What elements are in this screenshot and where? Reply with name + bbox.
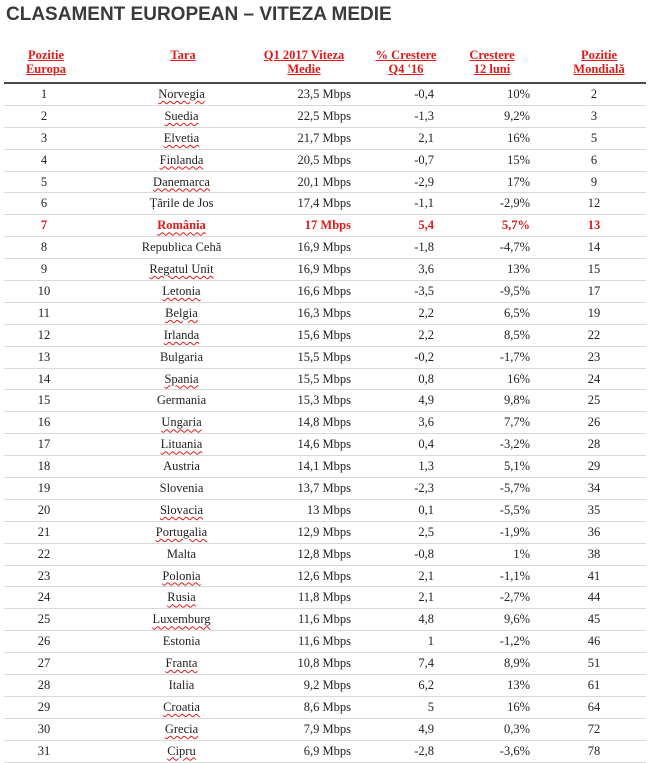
- q4-growth-cell: 3,6: [418, 262, 434, 277]
- country-cell: [84, 697, 279, 718]
- rank-cell: 4: [40, 152, 48, 167]
- growth-12m-cell: -2,9%: [499, 196, 530, 211]
- rank-cell: 24: [37, 590, 51, 605]
- growth-12m-cell: -1,7%: [499, 349, 530, 364]
- rank-cell: 30: [37, 721, 51, 736]
- country-cell: [84, 84, 279, 105]
- country-name: Finlanda: [159, 152, 204, 167]
- world-rank-cell: 5: [590, 130, 598, 145]
- speed-cell: 13,7 Mbps: [297, 481, 351, 496]
- rank-cell: 22: [37, 546, 51, 561]
- speed-cell: 17,4 Mbps: [297, 196, 351, 211]
- country-cell: [84, 325, 279, 346]
- speed-cell: 15,3 Mbps: [297, 393, 351, 408]
- table-row: [4, 478, 646, 500]
- country-cell: [84, 347, 279, 368]
- country-name: Estonia: [162, 634, 201, 649]
- world-rank-cell: 51: [587, 656, 601, 671]
- rank-cell: 5: [40, 174, 48, 189]
- table-row-highlighted: [4, 215, 646, 237]
- country-cell: [84, 587, 279, 608]
- country-name: Țările de Jos: [149, 196, 214, 211]
- rank-cell: 16: [37, 415, 51, 430]
- header-q4-line1: % Crestere: [375, 48, 437, 62]
- q4-growth-cell: 1: [427, 634, 434, 649]
- world-rank-cell: 34: [587, 481, 601, 496]
- table-header: [4, 48, 646, 82]
- country-name: Bulgaria: [159, 349, 204, 364]
- rank-cell: 31: [37, 743, 51, 758]
- growth-12m-cell: 6,5%: [503, 305, 530, 320]
- growth-12m-cell: -9,5%: [499, 284, 530, 299]
- country-cell: [84, 456, 279, 477]
- country-cell: [84, 215, 279, 236]
- q4-growth-cell: 5,4: [418, 218, 434, 233]
- table-row: [4, 631, 646, 653]
- rank-cell: 27: [37, 656, 51, 671]
- country-name: Rusia: [167, 590, 196, 605]
- speed-cell: 16,6 Mbps: [297, 284, 351, 299]
- growth-12m-cell: 17%: [507, 174, 530, 189]
- growth-12m-cell: 15%: [507, 152, 530, 167]
- table-row: [4, 500, 646, 522]
- speed-cell: 23,5 Mbps: [297, 87, 351, 101]
- country-cell: [84, 259, 279, 280]
- country-cell: [84, 741, 279, 762]
- header-q4-line2: Q4 '16: [388, 62, 424, 76]
- world-rank-cell: 3: [590, 108, 598, 123]
- table-row: [4, 106, 646, 128]
- speed-cell: 9,2 Mbps: [303, 678, 351, 693]
- rank-cell: 25: [37, 612, 51, 627]
- country-name: Slovenia: [159, 481, 204, 496]
- country-name: Danemarca: [153, 174, 210, 189]
- country-name: Irlanda: [163, 327, 200, 342]
- speed-cell: 13 Mbps: [306, 502, 351, 517]
- rank-cell: 8: [40, 240, 48, 255]
- world-rank-cell: 46: [587, 634, 601, 649]
- table-row: [4, 412, 646, 434]
- q4-growth-cell: 2,1: [418, 590, 434, 605]
- world-rank-cell: 2: [590, 87, 598, 101]
- growth-12m-cell: 7,7%: [503, 415, 530, 430]
- world-rank-cell: 25: [587, 393, 601, 408]
- country-cell: [84, 522, 279, 543]
- table-row: [4, 150, 646, 172]
- rank-cell: 11: [37, 305, 51, 320]
- q4-growth-cell: -0,4: [414, 87, 434, 101]
- speed-cell: 8,6 Mbps: [303, 699, 351, 714]
- table-row: [4, 544, 646, 566]
- growth-12m-cell: 16%: [507, 371, 530, 386]
- q4-growth-cell: 5: [427, 699, 434, 714]
- table-row: [4, 303, 646, 325]
- world-rank-cell: 26: [587, 415, 601, 430]
- speed-cell: 20,1 Mbps: [297, 174, 351, 189]
- world-rank-cell: 17: [587, 284, 601, 299]
- table-row: [4, 653, 646, 675]
- header-country-line1: Tara: [170, 48, 196, 62]
- growth-12m-cell: 10%: [507, 87, 530, 101]
- country-name: Belgia: [165, 305, 198, 320]
- country-cell: [84, 609, 279, 630]
- rank-cell: 26: [37, 634, 51, 649]
- q4-growth-cell: -0,7: [414, 152, 434, 167]
- country-name: Germania: [156, 393, 207, 408]
- country-name: Republica Cehă: [141, 240, 222, 255]
- growth-12m-cell: 9,2%: [503, 108, 530, 123]
- country-cell: [84, 128, 279, 149]
- header-growth12-line1: Crestere: [469, 48, 515, 62]
- country-name: Cipru: [167, 743, 196, 758]
- speed-cell: 22,5 Mbps: [297, 108, 351, 123]
- world-rank-cell: 61: [587, 678, 601, 693]
- q4-growth-cell: 0,8: [418, 371, 434, 386]
- q4-growth-cell: -1,3: [414, 108, 434, 123]
- speed-cell: 6,9 Mbps: [303, 743, 351, 758]
- speed-cell: 14,8 Mbps: [297, 415, 351, 430]
- country-cell: [84, 544, 279, 565]
- q4-growth-cell: 2,5: [418, 524, 434, 539]
- world-rank-cell: 64: [587, 699, 601, 714]
- q4-growth-cell: -0,2: [414, 349, 434, 364]
- rank-cell: 17: [37, 437, 51, 452]
- country-cell: [84, 719, 279, 740]
- speed-cell: 11,8 Mbps: [297, 590, 351, 605]
- rank-cell: 6: [40, 196, 48, 211]
- world-rank-cell: 44: [587, 590, 601, 605]
- country-name: Malta: [166, 546, 197, 561]
- rank-cell: 19: [37, 481, 51, 496]
- growth-12m-cell: -3,6%: [499, 743, 530, 758]
- growth-12m-cell: 8,9%: [503, 656, 530, 671]
- q4-growth-cell: 0,4: [418, 437, 434, 452]
- world-rank-cell: 78: [587, 743, 601, 758]
- table-body: [4, 84, 646, 763]
- world-rank-cell: 45: [587, 612, 601, 627]
- rank-cell: 20: [37, 502, 51, 517]
- table-row: [4, 325, 646, 347]
- country-cell: [84, 500, 279, 521]
- rank-cell: 28: [37, 678, 51, 693]
- speed-cell: 14,1 Mbps: [297, 459, 351, 474]
- country-cell: [84, 172, 279, 193]
- speed-cell: 11,6 Mbps: [297, 612, 351, 627]
- country-cell: [84, 369, 279, 390]
- q4-growth-cell: -1,8: [414, 240, 434, 255]
- growth-12m-cell: 5,7%: [501, 218, 530, 233]
- country-cell: [84, 303, 279, 324]
- world-rank-cell: 38: [587, 546, 601, 561]
- q4-growth-cell: -3,5: [414, 284, 434, 299]
- q4-growth-cell: 6,2: [418, 678, 434, 693]
- growth-12m-cell: -1,1%: [499, 568, 530, 583]
- growth-12m-cell: 1%: [513, 546, 530, 561]
- growth-12m-cell: 16%: [507, 699, 530, 714]
- country-name: Suedia: [164, 108, 199, 123]
- speed-cell: 15,5 Mbps: [297, 371, 351, 386]
- country-cell: [84, 237, 279, 258]
- country-cell: [84, 193, 279, 214]
- rank-cell: 10: [37, 284, 51, 299]
- speed-cell: 12,6 Mbps: [297, 568, 351, 583]
- country-name: Italia: [168, 678, 195, 693]
- rank-cell: 23: [37, 568, 51, 583]
- table-row: [4, 434, 646, 456]
- table-row: [4, 697, 646, 719]
- header-world-line2: Mondială: [573, 62, 625, 76]
- q4-growth-cell: -2,9: [414, 174, 434, 189]
- country-cell: [84, 631, 279, 652]
- country-name: Luxemburg: [152, 612, 211, 627]
- table-row: [4, 172, 646, 194]
- q4-growth-cell: 4,9: [418, 393, 434, 408]
- country-cell: [84, 106, 279, 127]
- world-rank-cell: 13: [587, 218, 601, 233]
- rank-cell: 18: [37, 459, 51, 474]
- country-cell: [84, 675, 279, 696]
- country-name: Lituania: [160, 437, 203, 452]
- country-name: Ungaria: [161, 415, 202, 430]
- header-rank-line2: Europa: [25, 62, 67, 76]
- growth-12m-cell: 8,5%: [503, 327, 530, 342]
- speed-cell: 10,8 Mbps: [297, 656, 351, 671]
- table-row: [4, 347, 646, 369]
- speed-cell: 17 Mbps: [304, 218, 351, 233]
- table-row: [4, 193, 646, 215]
- country-name: Slovacia: [159, 502, 204, 517]
- country-cell: [84, 150, 279, 171]
- country-name: Franta: [165, 656, 198, 671]
- speed-cell: 20,5 Mbps: [297, 152, 351, 167]
- speed-cell: 21,7 Mbps: [297, 130, 351, 145]
- speed-cell: 14,6 Mbps: [297, 437, 351, 452]
- q4-growth-cell: -2,8: [414, 743, 434, 758]
- country-name: Croatia: [163, 699, 200, 714]
- country-name: Polonia: [162, 568, 201, 583]
- growth-12m-cell: -5,5%: [499, 502, 530, 517]
- rank-cell: 13: [37, 349, 51, 364]
- growth-12m-cell: -2,7%: [499, 590, 530, 605]
- table-row: [4, 281, 646, 303]
- world-rank-cell: 14: [587, 240, 601, 255]
- speed-cell: 16,9 Mbps: [297, 262, 351, 277]
- header-growth12-line2: 12 luni: [473, 62, 511, 76]
- q4-growth-cell: 0,1: [418, 502, 434, 517]
- header-world-line1: Pozitie: [580, 48, 618, 62]
- rank-cell: 29: [37, 699, 51, 714]
- country-cell: [84, 653, 279, 674]
- q4-growth-cell: -0,8: [414, 546, 434, 561]
- speed-cell: 15,5 Mbps: [297, 349, 351, 364]
- country-cell: [84, 478, 279, 499]
- header-speed: [244, 48, 364, 76]
- q4-growth-cell: 2,1: [418, 130, 434, 145]
- q4-growth-cell: 2,2: [418, 305, 434, 320]
- table-row: [4, 719, 646, 741]
- table-row: [4, 84, 646, 106]
- world-rank-cell: 23: [587, 349, 601, 364]
- header-q4: [366, 48, 446, 76]
- table-row: [4, 128, 646, 150]
- growth-12m-cell: -3,2%: [499, 437, 530, 452]
- country-cell: [84, 566, 279, 587]
- country-name: Spania: [164, 371, 199, 386]
- rank-cell: 2: [40, 108, 48, 123]
- speed-cell: 16,3 Mbps: [297, 305, 351, 320]
- table-row: [4, 675, 646, 697]
- world-rank-cell: 36: [587, 524, 601, 539]
- country-cell: [84, 412, 279, 433]
- q4-growth-cell: 4,8: [418, 612, 434, 627]
- speed-cell: 11,6 Mbps: [297, 634, 351, 649]
- country-name: Austria: [163, 459, 200, 474]
- q4-growth-cell: 2,2: [418, 327, 434, 342]
- q4-growth-cell: 7,4: [418, 656, 434, 671]
- country-cell: [84, 281, 279, 302]
- growth-12m-cell: -4,7%: [499, 240, 530, 255]
- growth-12m-cell: 9,6%: [503, 612, 530, 627]
- world-rank-cell: 15: [587, 262, 601, 277]
- header-speed-line2: Medie: [287, 62, 321, 76]
- growth-12m-cell: 0,3%: [503, 721, 530, 736]
- rank-cell: 3: [40, 130, 48, 145]
- rank-cell: 9: [40, 262, 48, 277]
- world-rank-cell: 29: [587, 459, 601, 474]
- speed-cell: 16,9 Mbps: [297, 240, 351, 255]
- country-name: Grecia: [164, 721, 199, 736]
- table-row: [4, 456, 646, 478]
- rank-cell: 7: [40, 218, 48, 233]
- world-rank-cell: 41: [587, 568, 601, 583]
- rank-cell: 1: [40, 87, 48, 101]
- country-name: Portugalia: [155, 524, 208, 539]
- country-name: Regatul Unit: [149, 262, 214, 277]
- growth-12m-cell: 13%: [507, 262, 530, 277]
- world-rank-cell: 12: [587, 196, 601, 211]
- world-rank-cell: 6: [590, 152, 598, 167]
- table-row: [4, 390, 646, 412]
- q4-growth-cell: 4,9: [418, 721, 434, 736]
- country-name: Elvetia: [163, 130, 200, 145]
- table-row: [4, 609, 646, 631]
- speed-cell: 12,8 Mbps: [297, 546, 351, 561]
- world-rank-cell: 22: [587, 327, 601, 342]
- world-rank-cell: 9: [590, 174, 598, 189]
- speed-cell: 12,9 Mbps: [297, 524, 351, 539]
- country-name: Norvegia: [158, 87, 205, 101]
- table-row: [4, 587, 646, 609]
- speed-cell: 7,9 Mbps: [303, 721, 351, 736]
- growth-12m-cell: 16%: [507, 130, 530, 145]
- header-world: [552, 48, 646, 76]
- country-cell: [84, 434, 279, 455]
- q4-growth-cell: 2,1: [418, 568, 434, 583]
- growth-12m-cell: 5,1%: [503, 459, 530, 474]
- table-row: [4, 522, 646, 544]
- q4-growth-cell: -1,1: [414, 196, 434, 211]
- country-cell: [84, 390, 279, 411]
- world-rank-cell: 24: [587, 371, 601, 386]
- header-growth12: [452, 48, 532, 76]
- rank-cell: 15: [37, 393, 51, 408]
- growth-12m-cell: 13%: [507, 678, 530, 693]
- world-rank-cell: 19: [587, 305, 601, 320]
- page-title: CLASAMENT EUROPEAN – VITEZA MEDIE: [6, 4, 392, 25]
- table-row: [4, 369, 646, 391]
- table-row: [4, 259, 646, 281]
- q4-growth-cell: 3,6: [418, 415, 434, 430]
- speed-cell: 15,6 Mbps: [297, 327, 351, 342]
- rank-cell: 12: [37, 327, 51, 342]
- header-rank-line1: Pozitie: [27, 48, 65, 62]
- table-row: [4, 237, 646, 259]
- q4-growth-cell: 1,3: [418, 459, 434, 474]
- world-rank-cell: 72: [587, 721, 601, 736]
- world-rank-cell: 28: [587, 437, 601, 452]
- header-speed-line1: Q1 2017 Viteza: [263, 48, 345, 62]
- growth-12m-cell: 9,8%: [503, 393, 530, 408]
- table-row: [4, 741, 646, 763]
- growth-12m-cell: -5,7%: [499, 481, 530, 496]
- country-name: Letonia: [162, 284, 201, 299]
- growth-12m-cell: -1,9%: [499, 524, 530, 539]
- country-name: România: [157, 218, 206, 233]
- q4-growth-cell: -2,3: [414, 481, 434, 496]
- rank-cell: 14: [37, 371, 51, 386]
- header-rank: [4, 48, 88, 76]
- growth-12m-cell: -1,2%: [499, 634, 530, 649]
- rank-cell: 21: [37, 524, 51, 539]
- world-rank-cell: 35: [587, 502, 601, 517]
- table-row: [4, 566, 646, 588]
